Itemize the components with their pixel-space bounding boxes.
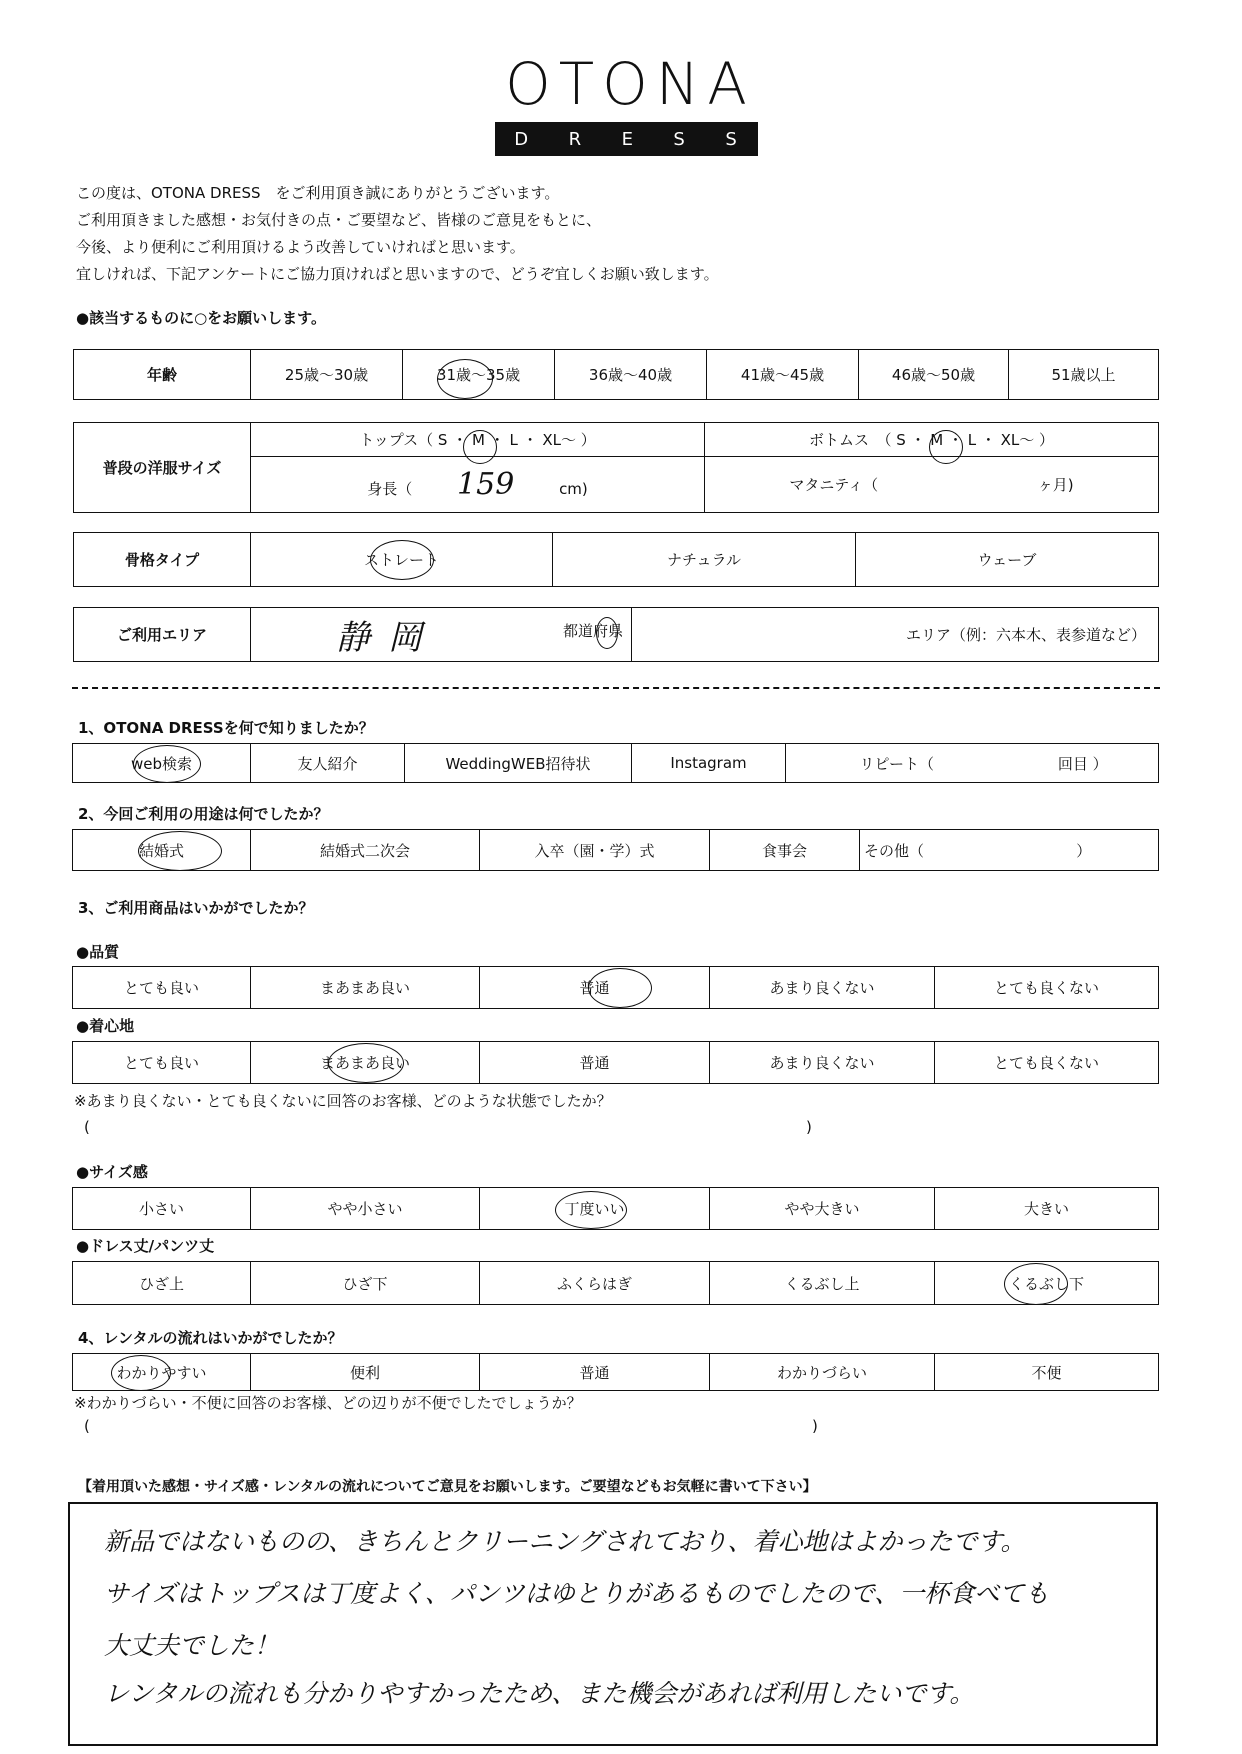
selection-circle [370, 540, 434, 580]
prefecture-suffix: 都道府県 [562, 622, 623, 640]
length-option[interactable]: ひざ下 [251, 1262, 480, 1305]
age-option[interactable]: 46歳～50歳 [859, 350, 1009, 400]
length-option[interactable]: ひざ上 [73, 1262, 251, 1305]
q1-title: 1、OTONA DRESSを何で知りましたか？ [78, 719, 374, 737]
fit-option[interactable]: 大きい [935, 1188, 1159, 1230]
q4-table [72, 1353, 1159, 1391]
comment-title: 【着用頂いた感想・サイズ感・レンタルの流れについてご意見をお願いします。ご要望などもお気軽に書いて下さい】 [78, 1479, 817, 1495]
quality-option[interactable]: まあまあ良い [251, 967, 480, 1009]
fit-label: ●サイズ感 [76, 1163, 148, 1181]
height-field[interactable] [251, 457, 705, 513]
body-type-option-selected[interactable]: ストレート [251, 533, 553, 587]
selection-circle [133, 745, 201, 783]
selection-circle [138, 831, 222, 871]
logo-subtitle-bar [495, 122, 758, 156]
q2-option[interactable]: 入卒（園・学）式 [480, 830, 710, 871]
logo-letter: S [673, 128, 687, 150]
q1-option[interactable]: 友人紹介 [251, 744, 405, 783]
q4-title: 4、レンタルの流れはいかがでしたか？ [78, 1329, 343, 1347]
comfort-label: ●着心地 [76, 1017, 135, 1035]
quality-option-selected[interactable]: 普通 [480, 967, 710, 1009]
bottoms-size-options[interactable]: ボトムス （ S ・ M ・ L ・ XL～ ） [705, 423, 1159, 457]
q4-option[interactable]: わかりづらい [710, 1354, 935, 1391]
area-label: ご利用エリア [74, 608, 251, 662]
prefecture-value: 静岡 [336, 618, 440, 658]
q2-option[interactable]: 結婚式二次会 [251, 830, 480, 871]
comment-box[interactable] [68, 1502, 1158, 1746]
quality-option[interactable]: とても良い [73, 967, 251, 1009]
area-field[interactable]: エリア（例：六本木、表参道など） [632, 608, 1159, 662]
q3-title: 3、ご利用商品はいかがでしたか？ [78, 899, 314, 917]
selection-circle [588, 968, 652, 1008]
comfort-paren-open: ( [84, 1118, 90, 1136]
length-option[interactable]: くるぶし上 [710, 1262, 935, 1305]
fit-option[interactable]: 小さい [73, 1188, 251, 1230]
age-table [73, 349, 1159, 400]
q1-option[interactable]: Instagram [632, 744, 786, 783]
logo-letter: S [725, 128, 739, 150]
age-option[interactable]: 25歳～30歳 [251, 350, 403, 400]
size-label: 普段の洋服サイズ [74, 423, 251, 513]
comfort-paren-close: ) [806, 1118, 812, 1136]
height-value: 159 [457, 467, 515, 503]
height-label: 身長（ [367, 480, 413, 499]
q1-option[interactable]: WeddingWEB招待状 [405, 744, 632, 783]
comfort-option[interactable]: とても良くない [935, 1042, 1159, 1084]
fit-option[interactable]: やや小さい [251, 1188, 480, 1230]
q4-paren-close: ) [812, 1417, 818, 1435]
body-type-option[interactable]: ウェーブ [856, 533, 1159, 587]
length-option-selected[interactable]: くるぶし下 [935, 1262, 1159, 1305]
intro-line: この度は、OTONA DRESS をご利用頂き誠にありがとうございます。 [76, 184, 560, 202]
q4-option[interactable]: 不便 [935, 1354, 1159, 1391]
length-option[interactable]: ふくらはぎ [480, 1262, 710, 1305]
body-type-label: 骨格タイプ [74, 533, 251, 587]
body-type-table [73, 532, 1159, 587]
length-table [72, 1261, 1159, 1305]
size-table [73, 422, 1159, 513]
fit-option-selected[interactable]: 丁度いい [480, 1188, 710, 1230]
instruction: ●該当するものに○をお願いします。 [76, 309, 326, 327]
q2-option-other[interactable]: その他（ [860, 830, 1010, 871]
comfort-option[interactable]: 普通 [480, 1042, 710, 1084]
comment-line: サイズはトップスは丁度よく、パンツはゆとりがあるものでしたので、一杯食べても [104, 1579, 1050, 1608]
selection-circle [463, 430, 497, 464]
comment-line: 新品ではないものの、きちんとクリーニングされており、着心地はよかったです。 [104, 1527, 1026, 1556]
q1-option-selected[interactable]: web検索 [73, 744, 251, 783]
q1-table [72, 743, 1159, 783]
q2-option-selected[interactable]: 結婚式 [73, 830, 251, 871]
logo-wordmark: OTONA [505, 50, 755, 118]
comment-line: レンタルの流れも分かりやすかったため、また機会があれば利用したいです。 [104, 1679, 975, 1708]
selection-circle [555, 1191, 627, 1229]
q2-option[interactable]: 食事会 [710, 830, 860, 871]
logo-letter: R [568, 128, 584, 150]
maternity-unit: ヶ月) [1037, 476, 1074, 495]
q4-paren-open: ( [84, 1417, 90, 1435]
selection-circle [328, 1043, 404, 1083]
prefecture-field[interactable] [251, 608, 632, 662]
logo-letter: D [514, 128, 531, 150]
maternity-label: マタニティ（ [789, 476, 879, 495]
age-option[interactable]: 36歳～40歳 [555, 350, 707, 400]
q2-title: 2、今回ご利用の用途は何でしたか？ [78, 805, 329, 823]
quality-option[interactable]: あまり良くない [710, 967, 935, 1009]
section-divider [72, 687, 1160, 689]
q4-option-selected[interactable]: わかりやすい [73, 1354, 251, 1391]
length-label: ●ドレス丈/パンツ丈 [76, 1237, 215, 1255]
selection-circle [929, 430, 963, 464]
intro-text [76, 180, 719, 288]
selection-circle [596, 617, 618, 649]
q4-note: ※わかりづらい・不便に回答のお客様、どの辺りが不便でしたでしょうか？ [74, 1394, 582, 1412]
age-option[interactable]: 41歳～45歳 [707, 350, 859, 400]
comfort-note: ※あまり良くない・とても良くないに回答のお客様、どのような状態でしたか？ [74, 1092, 612, 1110]
selection-circle [1004, 1263, 1068, 1305]
quality-option[interactable]: とても良くない [935, 967, 1159, 1009]
q1-repeat-count[interactable]: 回目 ） [1008, 744, 1159, 783]
maternity-field[interactable] [705, 457, 1159, 513]
q2-other-close: ） [1010, 830, 1159, 871]
intro-line: 宜しければ、下記アンケートにご協力頂ければと思いますので、どうぞ宜しくお願い致します。 [76, 265, 719, 283]
logo-letter: E [621, 128, 635, 150]
comfort-table [72, 1041, 1159, 1084]
q4-option[interactable]: 普通 [480, 1354, 710, 1391]
age-option-selected[interactable]: 31歳～35歳 [403, 350, 555, 400]
q1-option-repeat[interactable]: リピート（ [786, 744, 1008, 783]
selection-circle [111, 1355, 171, 1391]
quality-label: ●品質 [76, 943, 120, 961]
q2-table [72, 829, 1159, 871]
height-unit: cm) [559, 480, 588, 499]
age-option[interactable]: 51歳以上 [1009, 350, 1159, 400]
comfort-option[interactable]: とても良い [73, 1042, 251, 1084]
comfort-option[interactable]: あまり良くない [710, 1042, 935, 1084]
intro-line: 今後、より便利にご利用頂けるよう改善していければと思います。 [76, 238, 525, 256]
fit-option[interactable]: やや大きい [710, 1188, 935, 1230]
comment-line: 大丈夫でした！ [104, 1631, 280, 1660]
body-type-option[interactable]: ナチュラル [553, 533, 856, 587]
q4-option[interactable]: 便利 [251, 1354, 480, 1391]
selection-circle [437, 359, 493, 399]
tops-size-options[interactable]: トップス（ S ・ M ・ L ・ XL～ ） [251, 423, 705, 457]
comfort-option-selected[interactable]: まあまあ良い [251, 1042, 480, 1084]
intro-line: ご利用頂きました感想・お気付きの点・ご要望など、皆様のご意見をもとに、 [76, 211, 602, 229]
age-label: 年齢 [74, 350, 251, 400]
